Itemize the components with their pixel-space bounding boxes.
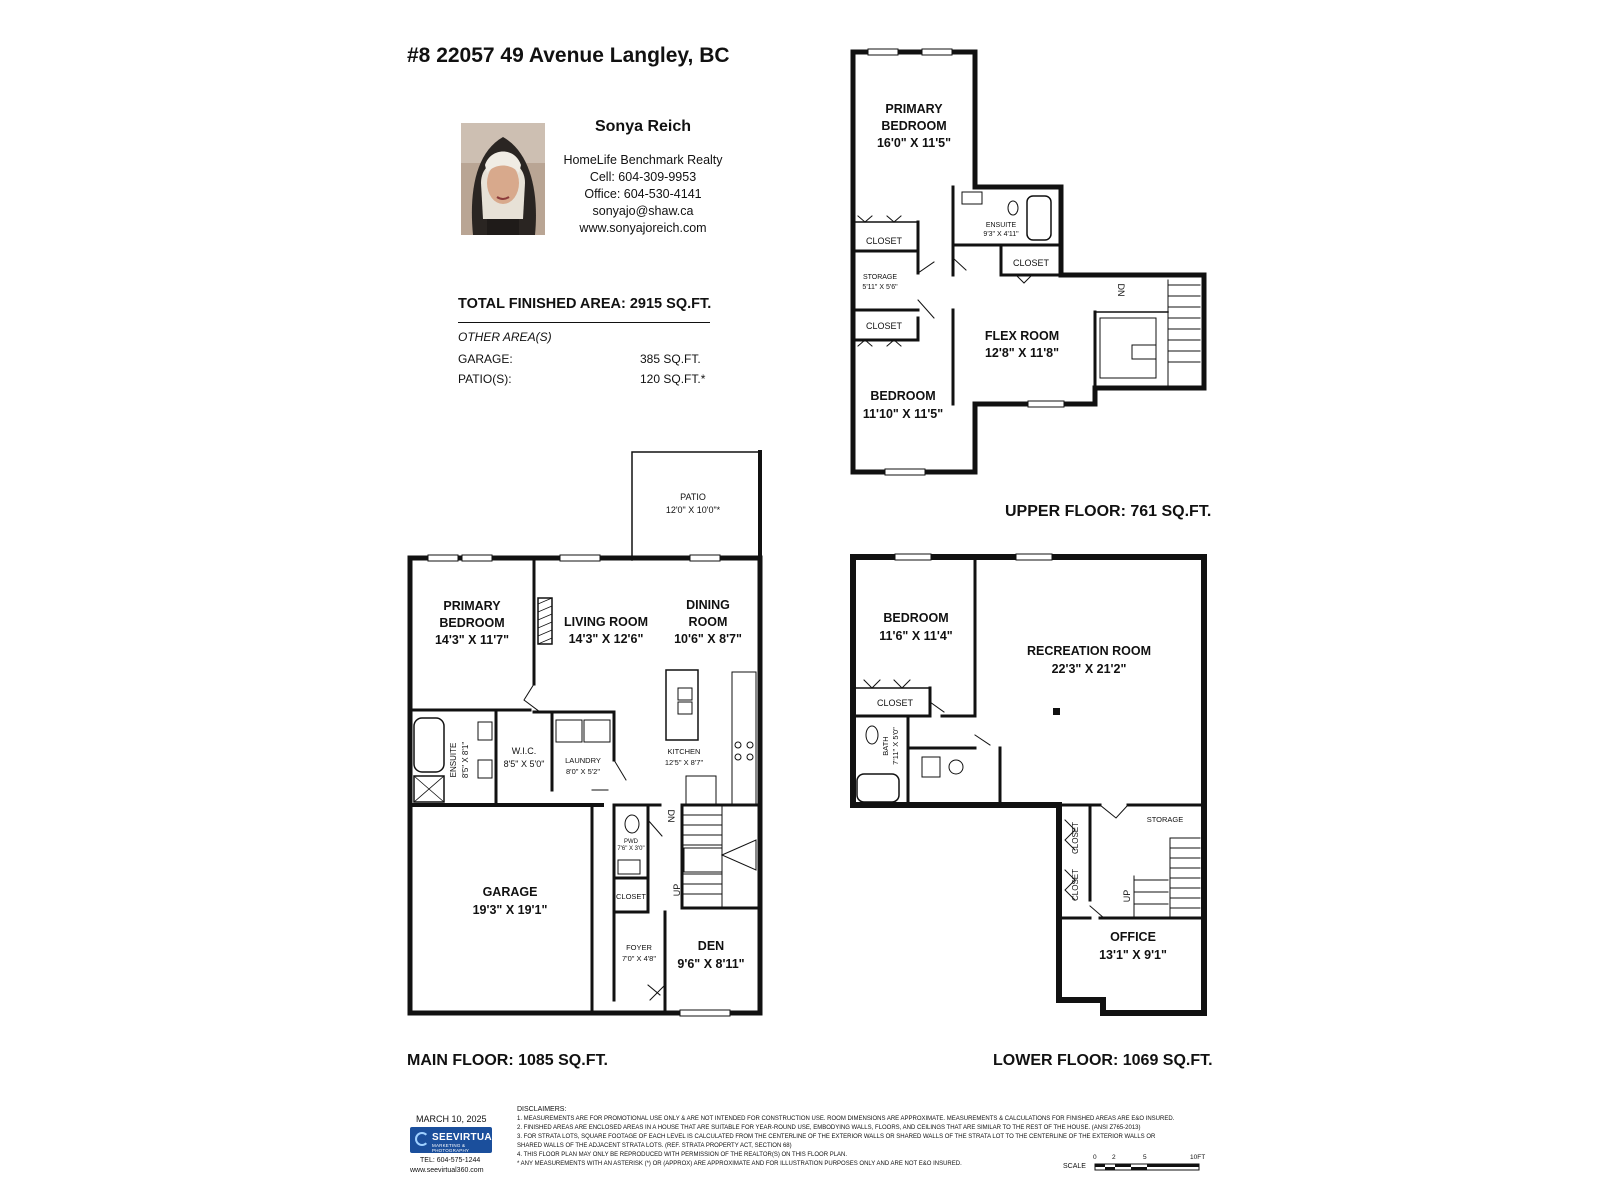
- scale-label: SCALE: [1063, 1163, 1086, 1170]
- patio-area-value: 120 SQ.FT.*: [640, 372, 706, 386]
- seevirtual-logo: [410, 1127, 499, 1153]
- recreation-room-dim: 22'3" X 21'2": [1051, 662, 1127, 676]
- office-dim: 13'1" X 9'1": [1099, 948, 1167, 962]
- main-stair-dn-label: DN: [666, 809, 676, 823]
- disclaimer-5: * ANY MEASUREMENTS WITH AN ASTERISK (*) OR (APPROX) ARE APPROXIMATE AND FOR ILLUSTRATION PURPOSES ONLY AND ARE NOT E&O INSURED.: [517, 1161, 962, 1167]
- agent-name: Sonya Reich: [594, 118, 692, 135]
- dining-room-label-2: ROOM: [688, 615, 728, 629]
- main-ensuite-label: ENSUITE: [449, 742, 458, 778]
- living-room-dim: 14'3" X 12'6": [568, 632, 644, 646]
- agent-email[interactable]: sonyajo@shaw.ca: [592, 204, 694, 218]
- main-stair-up-label: UP: [672, 883, 682, 897]
- agent-website[interactable]: www.sonyajoreich.com: [579, 221, 707, 235]
- patio-area-label: PATIO(S):: [458, 372, 512, 386]
- lower-bath-label: BATH: [881, 736, 890, 756]
- den-dim: 9'6" X 8'11": [677, 957, 745, 971]
- disclaimer-2: 2. FINISHED AREAS ARE ENCLOSED AREAS IN A HOUSE THAT ARE SUITABLE FOR YEAR-ROUND USE, EMBODYING WALLS, FLOORS, AND CEILINGS THAT ARE SIMILAR TO THE REST OF THE HOUSE. (ANSI Z765-2013): [517, 1125, 1141, 1131]
- wic-label: W.I.C.: [511, 746, 537, 756]
- property-address: #8 22057 49 Avenue Langley, BC: [407, 44, 730, 67]
- agent-cell: Cell: 604-309-9953: [589, 170, 697, 184]
- upper-flex-room-dim: 12'8" X 11'8": [984, 346, 1060, 360]
- upper-storage-dim: 5'11" X 5'6": [862, 284, 898, 291]
- upper-closet-c-label: CLOSET: [865, 321, 903, 331]
- lower-floor-title: LOWER FLOOR: 1069 SQ.FT.: [993, 1052, 1213, 1069]
- den-label: DEN: [697, 939, 725, 953]
- patio-label: PATIO: [680, 492, 706, 502]
- laundry-dim: 8'0" X 5'2": [565, 767, 601, 776]
- disclaimer-4: 4. THIS FLOOR PLAN MAY ONLY BE REPRODUCED WITH PERMISSION OF THE REALTOR(S) ON THIS FLOOR PLAN.: [517, 1152, 848, 1158]
- lower-bedroom-label: BEDROOM: [883, 611, 949, 625]
- main-floor-plan: [410, 452, 760, 1016]
- upper-floor-title: UPPER FLOOR: 761 SQ.FT.: [1005, 503, 1212, 520]
- disclaimer-3b: SHARED WALLS OF THE ADJACENT STRATA LOTS. (REF. STRATA PROPERTY ACT, SECTION 68): [517, 1143, 792, 1149]
- kitchen-dim: 12'5" X 8'7": [664, 758, 704, 767]
- dining-room-label-1: DINING: [686, 598, 730, 612]
- living-room-label: LIVING ROOM: [563, 615, 649, 629]
- disclaimers-heading: DISCLAIMERS:: [517, 1106, 567, 1113]
- scale-tick-0: 0: [1093, 1154, 1097, 1161]
- main-primary-bedroom-label-1: PRIMARY: [443, 599, 501, 613]
- upper-ensuite-dim: 9'3" X 4'11": [983, 231, 1019, 238]
- company-web[interactable]: www.seevirtual360.com: [410, 1167, 484, 1174]
- logo-swirl-icon: [415, 1132, 429, 1146]
- main-floor-title: MAIN FLOOR: 1085 SQ.FT.: [407, 1052, 608, 1069]
- wic-dim: 8'5" X 5'0": [503, 759, 545, 769]
- main-primary-bedroom-label-2: BEDROOM: [439, 616, 505, 630]
- other-areas-heading: OTHER AREA(S): [458, 330, 552, 344]
- lower-closet-a-label: CLOSET: [1071, 821, 1080, 855]
- lower-closet-label: CLOSET: [876, 698, 914, 708]
- dining-room-dim: 10'6" X 8'7": [674, 632, 742, 646]
- kitchen-label: KITCHEN: [667, 747, 701, 756]
- upper-flex-room-label: FLEX ROOM: [984, 329, 1060, 343]
- lower-closet-b-label: CLOSET: [1071, 868, 1080, 902]
- total-area-label: TOTAL FINISHED AREA:: [458, 296, 626, 312]
- upper-stair-dn-label: DN: [1116, 283, 1126, 297]
- disclaimer-3: 3. FOR STRATA LOTS, SQUARE FOOTAGE OF EACH LEVEL IS CALCULATED FROM THE CENTERLINE OF THE EXTERIOR WALLS OR SHARED WALLS OF THE STRATA LOT TO THE CENTERLINE OF THE EXTERIOR WALLS OR: [517, 1134, 1156, 1140]
- upper-closet-b-label: CLOSET: [1012, 258, 1050, 268]
- laundry-label: LAUNDRY: [565, 756, 601, 765]
- scale-tick-5: 5: [1143, 1154, 1147, 1161]
- lower-storage-label: STORAGE: [1146, 815, 1184, 824]
- foyer-dim: 7'0" X 4'8": [621, 954, 657, 963]
- patio-dim: 12'0" X 10'0"*: [665, 505, 721, 515]
- foyer-label: FOYER: [626, 943, 652, 952]
- lower-stair-up-label: UP: [1122, 889, 1132, 903]
- lower-bath-dim: 7'11" X 5'0": [891, 727, 900, 765]
- logo-tagline: MARKETING & PHOTOGRAPHY: [432, 1143, 470, 1153]
- recreation-room-label: RECREATION ROOM: [1026, 644, 1152, 658]
- upper-primary-bedroom-label-1: PRIMARY: [885, 102, 943, 116]
- upper-ensuite-label: ENSUITE: [985, 222, 1017, 229]
- pwd-label: PWD: [624, 839, 638, 845]
- garage-label: GARAGE: [482, 885, 538, 899]
- logo-name: SEEVIRTUAL: [432, 1132, 499, 1143]
- agent-company: HomeLife Benchmark Realty: [563, 153, 723, 167]
- upper-bedroom-label: BEDROOM: [870, 389, 936, 403]
- main-primary-bedroom-dim: 14'3" X 11'7": [434, 633, 510, 647]
- upper-primary-bedroom-label-2: BEDROOM: [881, 119, 947, 133]
- lower-bedroom-dim: 11'6" X 11'4": [879, 629, 953, 643]
- upper-bedroom-dim: 11'10" X 11'5": [862, 407, 944, 421]
- office-label: OFFICE: [1110, 930, 1156, 944]
- garage-area-value: 385 SQ.FT.: [640, 352, 701, 366]
- garage-dim: 19'3" X 19'1": [472, 903, 548, 917]
- disclaimer-1: 1. MEASUREMENTS ARE FOR PROMOTIONAL USE ONLY & ARE NOT INTENDED FOR CONSTRUCTION USE. ROOM DIMENSIONS ARE APPROXIMATE. MEASUREMENTS & CALCULATIONS FOR FINISHED AREAS ARE E&O INSURED.: [517, 1116, 1175, 1122]
- main-closet-label: CLOSET: [615, 892, 647, 901]
- company-tel: TEL: 604-575-1244: [420, 1157, 481, 1164]
- plan-date: MARCH 10, 2025: [416, 1114, 487, 1124]
- main-ensuite-dim: 8'5" X 8'1": [461, 741, 470, 779]
- upper-closet-a-label: CLOSET: [865, 236, 903, 246]
- total-area-value: 2915 SQ.FT.: [629, 296, 712, 312]
- upper-primary-bedroom-dim: 16'0" X 11'5": [876, 136, 952, 150]
- agent-office: Office: 604-530-4141: [584, 187, 702, 201]
- upper-storage-label: STORAGE: [862, 274, 898, 281]
- scale-tick-10ft: 10FT: [1190, 1154, 1206, 1161]
- garage-area-label: GARAGE:: [458, 352, 513, 366]
- pwd-dim: 7'6" X 3'0": [617, 846, 645, 852]
- scale-tick-2: 2: [1112, 1154, 1116, 1161]
